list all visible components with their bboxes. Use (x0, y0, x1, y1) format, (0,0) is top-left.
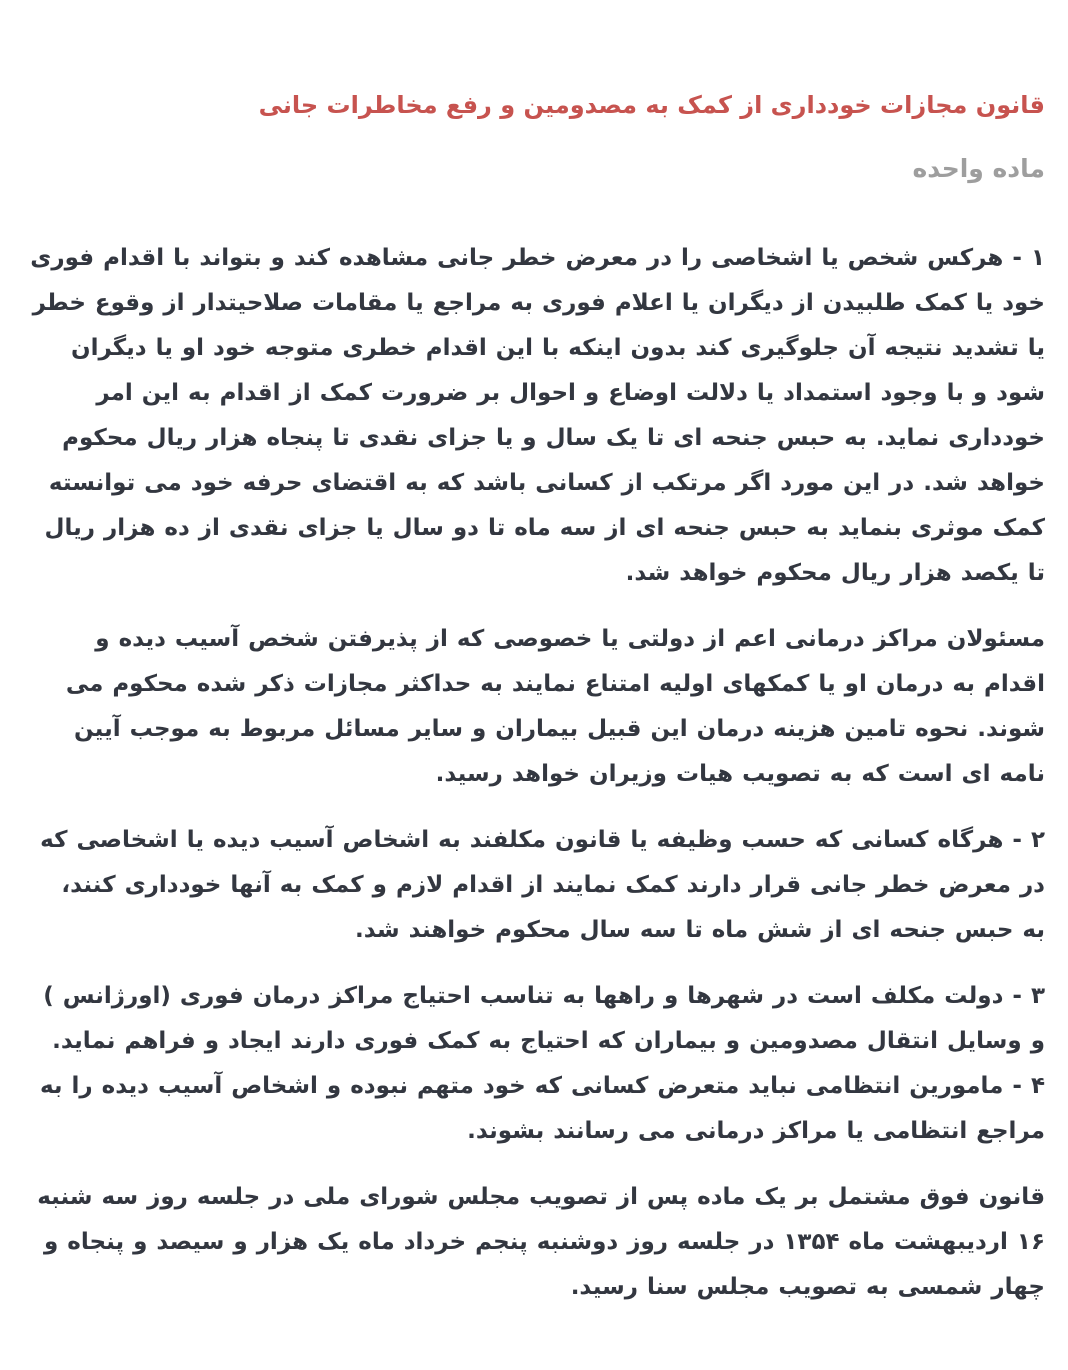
document-title: قانون مجازات خودداری از کمک به مصدومین و رفع مخاطرات جانی (258, 91, 1045, 119)
paragraph-3: ۲ - هرگاه کسانی که حسب وظیفه یا قانون مکلفند به اشخاص آسیب دیده یا اشخاصی که در معرض خطر جانی قرار دارند کمک نمایند از اقدام لازم و کمک به آنها خودداری کنند، به حبس جنحه ای از شش ماه تا سه سال محکوم خواهند شد. (40, 827, 1045, 943)
paragraph-1: ۱ - هرکس شخص یا اشخاصی را در معرض خطر جانی مشاهده کند و بتواند با اقدام فوری خود یا کمک طلبیدن از دیگران یا اعلام فوری به مراجع یا مقامات صلاحیتدار از وقوع خطر یا تشدید نتیجه آن جلوگیری کند بدون اینکه با این اقدام خطری متوجه خود او یا دیگران شود و با وجود استمداد یا دلالت اوضاع و احوال بر ضرورت کمک از اقدام به این امر خودداری نماید. به حبس جنحه ای تا یک سال و یا جزای نقدی تا پنجاه هزار ریال محکوم خواهد شد. در این مورد اگر مرتکب از کسانی باشد که به اقتضای حرفه خود می توانسته کمک موثری بنماید به حبس جنحه ای از سه ماه تا دو سال یا جزای نقدی از ده هزار ریال تا یکصد هزار ریال محکوم خواهد شد. (30, 245, 1045, 586)
document-subtitle: ماده واحده (912, 154, 1045, 183)
paragraph-6: قانون فوق مشتمل بر یک ماده پس از تصویب مجلس شورای ملی در جلسه روز سه شنبه ۱۶ اردیبهشت ماه ۱۳۵۴ در جلسه روز دوشنبه پنجم خرداد ماه یک هزار و سیصد و پنجاه و چهار شمسی به تصویب مجلس سنا رسید. (37, 1184, 1045, 1300)
document-body (30, 236, 1045, 1310)
paragraph-2: مسئولان مراکز درمانی اعم از دولتی یا خصوصی که از پذیرفتن شخص آسیب دیده و اقدام به درمان او یا کمکهای اولیه امتناع نمایند به حداکثر مجازات ذکر شده محکوم می شوند. نحوه تامین هزینه درمان این قبیل بیماران و سایر مسائل مربوط به موجب آیین نامه ای است که به تصویب هیات وزیران خواهد رسید. (65, 626, 1045, 787)
paragraph-5: ۴ - مامورین انتظامی نباید متعرض کسانی که خود متهم نبوده و اشخاص آسیب دیده را به مراجع انتظامی یا مراکز درمانی می رسانند بشوند. (39, 1073, 1045, 1144)
paragraph-4: ۳ - دولت مکلف است در شهرها و راهها به تناسب احتیاج مراکز درمان فوری (اورژانس ) و وسایل انتقال مصدومین و بیماران که احتیاج به کمک فوری دارند ایجاد و فراهم نماید. (43, 983, 1045, 1054)
